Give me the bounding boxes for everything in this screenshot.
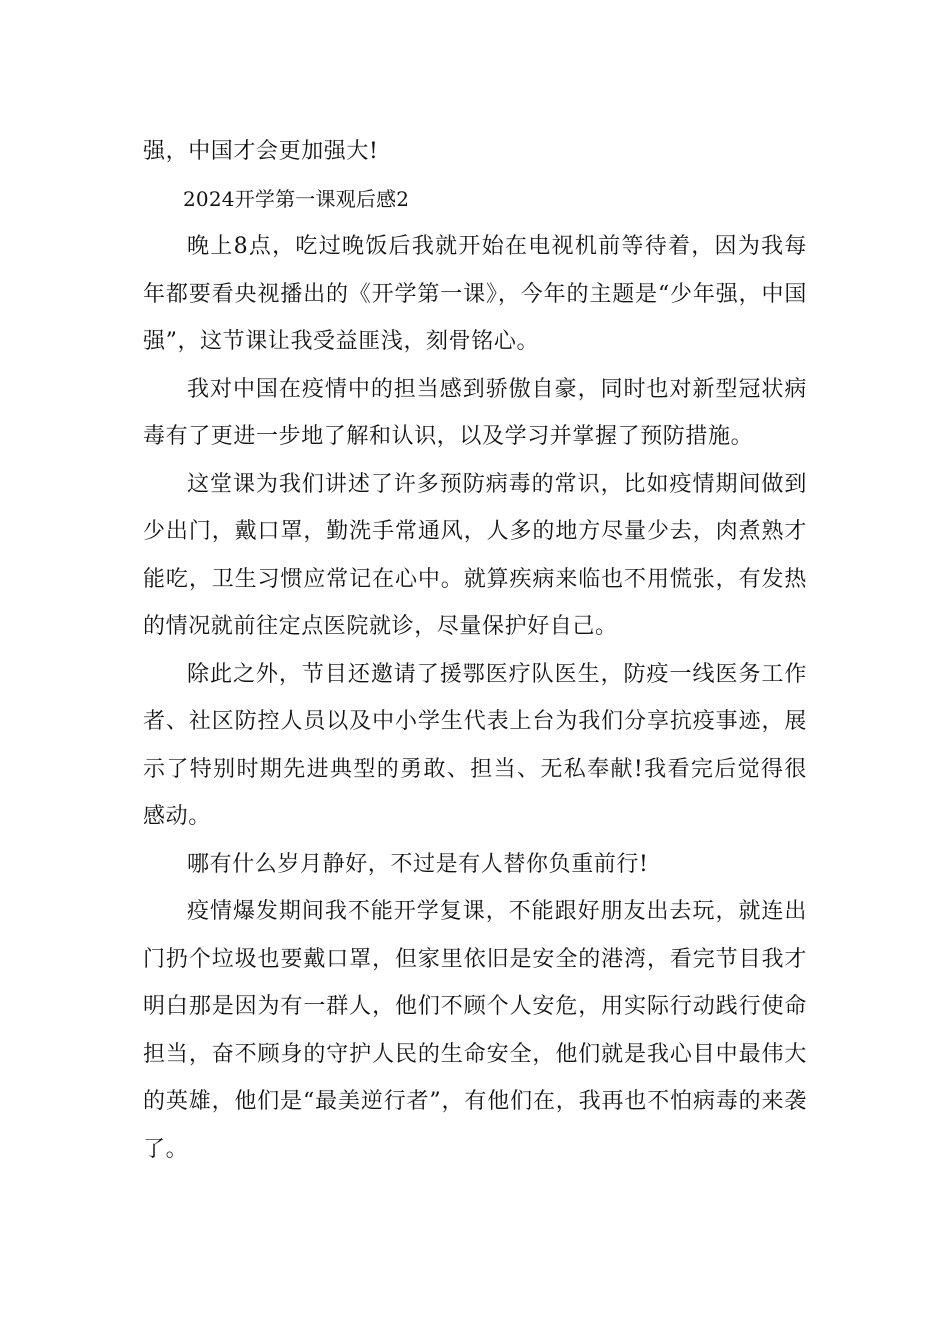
paragraph: 我对中国在疫情中的担当感到骄傲自豪，同时也对新型冠状病毒有了更进一步地了解和认识，以及学习并掌握了预防措施。 bbox=[143, 376, 807, 449]
paragraph: 晚上8点，吃过晚饭后我就开始在电视机前等待着，因为我每年都要看央视播出的《开学第一课》，今年的主题是“少年强，中国强”，这节课让我受益匪浅，刻骨铭心。 bbox=[143, 234, 807, 354]
paragraph: 疫情爆发期间我不能开学复课，不能跟好朋友出去玩，就连出门扔个垃圾也要戴口罩，但家里依旧是安全的港湾，看完节目我才明白那是因为有一群人，他们不顾个人安危，用实际行动践行使命担当，奋不顾身的守护人民的生命安全，他们就是我心目中最伟大的英雄，他们是“最美逆行者”，有他们在，我再也不怕病毒的来袭了。 bbox=[143, 899, 807, 1162]
paragraph: 除此之外，节目还邀请了援鄂医疗队医生，防疫一线医务工作者、社区防控人员以及中小学生代表上台为我们分享抗疫事迹，展示了特别时期先进典型的勇敢、担当、无私奉献!我看完后觉得很感动。 bbox=[143, 661, 807, 829]
paragraph: 这堂课为我们讲述了许多预防病毒的常识，比如疫情期间做到少出门，戴口罩，勤洗手常通风，人多的地方尽量少去，肉煮熟才能吃，卫生习惯应常记在心中。就算疾病来临也不用慌张，有发热的情况就前往定点医院就诊，尽量保护好自己。 bbox=[143, 471, 807, 639]
section-heading: 2024开学第一课观后感2 bbox=[183, 186, 410, 211]
document-body bbox=[143, 128, 807, 1173]
paragraph: 哪有什么岁月静好，不过是有人替你负重前行! bbox=[187, 851, 649, 877]
paragraph-continuation: 强，中国才会更加强大! bbox=[143, 139, 379, 164]
